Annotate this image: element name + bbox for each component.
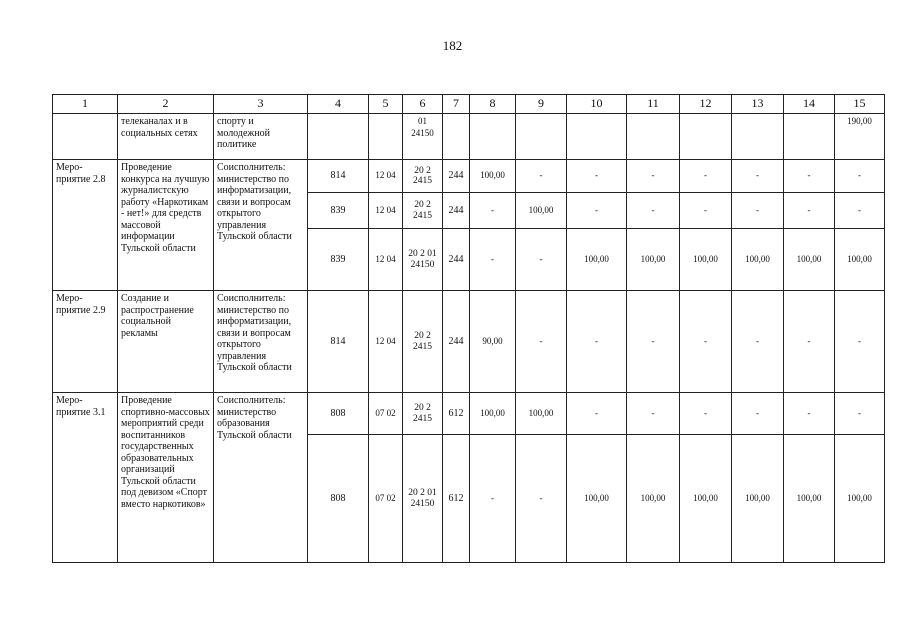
cell: [680, 114, 732, 160]
cell: 100,00: [567, 435, 627, 563]
cell: -: [470, 193, 516, 229]
cell: 20 2 2415: [403, 393, 443, 435]
cell: 90,00: [470, 291, 516, 393]
cell: [732, 114, 784, 160]
cell: [784, 114, 835, 160]
cell: 12 04: [369, 291, 403, 393]
cell: [369, 114, 403, 160]
cell: 100,00: [784, 229, 835, 291]
cell: 814: [308, 291, 369, 393]
cell: [470, 114, 516, 160]
header-cell: 8: [470, 95, 516, 114]
cell: 100,00: [516, 193, 567, 229]
cell: -: [680, 193, 732, 229]
cell: -: [784, 160, 835, 193]
cell: -: [835, 193, 885, 229]
cell: [516, 114, 567, 160]
cell: 20 2 2415: [403, 160, 443, 193]
page-number: 182: [442, 38, 463, 53]
measure-executor: Соисполнитель: министерство по информатизации, связи и вопросам открытого управления Тульской области: [214, 160, 308, 291]
measure-name: Меро-приятие 2.9: [53, 291, 118, 393]
cell: -: [516, 160, 567, 193]
cell: -: [627, 291, 680, 393]
cell: 100,00: [470, 393, 516, 435]
cell: -: [732, 193, 784, 229]
cell: -: [835, 291, 885, 393]
cell: -: [516, 291, 567, 393]
cell: [53, 114, 118, 160]
cell: -: [627, 393, 680, 435]
measure-description: Создание и распространение социальной рекламы: [118, 291, 214, 393]
cell: 07 02: [369, 435, 403, 563]
header-cell: 13: [732, 95, 784, 114]
cell: 808: [308, 435, 369, 563]
cell: -: [470, 435, 516, 563]
cell: 244: [443, 160, 470, 193]
cell: 12 04: [369, 229, 403, 291]
cell: 100,00: [627, 435, 680, 563]
cell: -: [784, 193, 835, 229]
cell: 100,00: [784, 435, 835, 563]
cell: 100,00: [470, 160, 516, 193]
cont-amount: 190,00: [835, 114, 885, 160]
continuation-row: [53, 114, 885, 160]
cell: -: [567, 193, 627, 229]
cell: 100,00: [732, 229, 784, 291]
header-cell: 2: [118, 95, 214, 114]
measure-description: Проведение конкурса на лучшую журналистскую работу «Наркотикам - нет!» для средств массовой информации Тульской области: [118, 160, 214, 291]
cell: 20 2 01 24150: [403, 229, 443, 291]
measure-executor: Соисполнитель: министерство образования Тульской области: [214, 393, 308, 563]
cell: -: [567, 393, 627, 435]
header-cell: 12: [680, 95, 732, 114]
cell: [443, 114, 470, 160]
cell: -: [567, 291, 627, 393]
cell: -: [680, 291, 732, 393]
cell: 12 04: [369, 193, 403, 229]
cell: 808: [308, 393, 369, 435]
cell: 100,00: [680, 435, 732, 563]
table-row: [53, 160, 885, 193]
header-cell: 9: [516, 95, 567, 114]
header-cell: 6: [403, 95, 443, 114]
header-cell: 11: [627, 95, 680, 114]
measure-name: Меро-приятие 2.8: [53, 160, 118, 291]
header-cell: 4: [308, 95, 369, 114]
measure-description: Проведение спортивно-массовых мероприятий среди воспитанников государственных образовательных организаций Тульской области под девизом «Спорт вместо наркотиков»: [118, 393, 214, 563]
cell: 12 04: [369, 160, 403, 193]
cell: 20 2 01 24150: [403, 435, 443, 563]
cell: 839: [308, 229, 369, 291]
header-row: [53, 95, 885, 114]
cell: 244: [443, 229, 470, 291]
cell: 612: [443, 393, 470, 435]
cell: -: [732, 291, 784, 393]
header-cell: 14: [784, 95, 835, 114]
cell: -: [516, 435, 567, 563]
cell: -: [835, 393, 885, 435]
cell: -: [516, 229, 567, 291]
header-cell: 15: [835, 95, 885, 114]
cell: 244: [443, 193, 470, 229]
cell: 20 2 2415: [403, 291, 443, 393]
cell: 07 02: [369, 393, 403, 435]
cell: -: [784, 393, 835, 435]
cell: 244: [443, 291, 470, 393]
header-cell: 7: [443, 95, 470, 114]
header-cell: 10: [567, 95, 627, 114]
cell: 814: [308, 160, 369, 193]
table-row: [53, 291, 885, 393]
header-cell: 3: [214, 95, 308, 114]
cell: 100,00: [627, 229, 680, 291]
cont-code: 01 24150: [403, 114, 443, 160]
budget-table: [52, 94, 885, 563]
cell: -: [627, 160, 680, 193]
cell: -: [680, 393, 732, 435]
cell: 100,00: [680, 229, 732, 291]
cell: 100,00: [567, 229, 627, 291]
cont-executor: спорту и молодежной политике: [214, 114, 308, 160]
cell: 100,00: [516, 393, 567, 435]
cont-description: телеканалах и в социальных сетях: [118, 114, 214, 160]
cell: -: [784, 291, 835, 393]
cell: -: [627, 193, 680, 229]
cell: -: [835, 160, 885, 193]
cell: [308, 114, 369, 160]
cell: 100,00: [835, 435, 885, 563]
cell: -: [680, 160, 732, 193]
cell: 100,00: [732, 435, 784, 563]
cell: 100,00: [835, 229, 885, 291]
cell: -: [732, 160, 784, 193]
cell: [627, 114, 680, 160]
cell: -: [732, 393, 784, 435]
cell: [567, 114, 627, 160]
cell: 20 2 2415: [403, 193, 443, 229]
cell: 839: [308, 193, 369, 229]
header-cell: 5: [369, 95, 403, 114]
measure-executor: Соисполнитель: министерство по информатизации, связи и вопросам открытого управления Тульской области: [214, 291, 308, 393]
cell: 612: [443, 435, 470, 563]
measure-name: Меро-приятие 3.1: [53, 393, 118, 563]
table-row: [53, 393, 885, 435]
cell: -: [470, 229, 516, 291]
header-cell: 1: [53, 95, 118, 114]
cell: -: [567, 160, 627, 193]
